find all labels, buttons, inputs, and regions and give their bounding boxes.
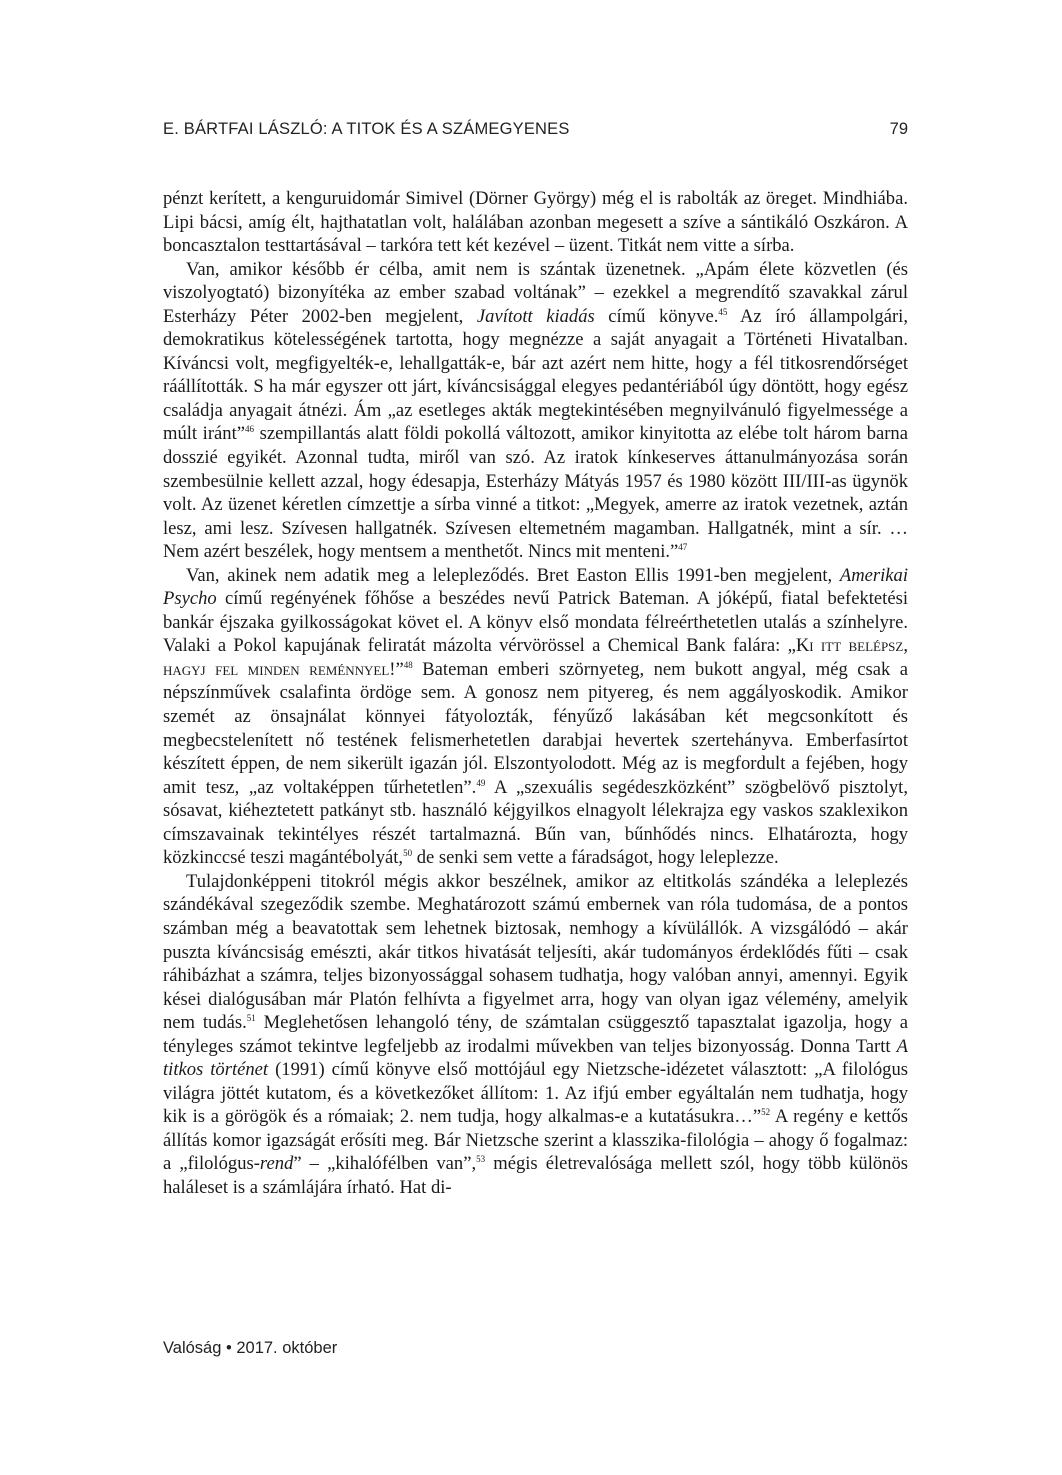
paragraph bbox=[163, 258, 908, 564]
article-body bbox=[163, 187, 908, 1200]
text-run: Van, amikor később ér célba, amit nem is szántak üzenetnek. „Apám élete közvetlen (és viszolyogtató) bizonyítéka az ember szabad voltának” – ezekkel a megrendítő szavakkal zárul Esterházy Péter 2002-ben megjelent, bbox=[163, 258, 908, 327]
page-number: 79 bbox=[889, 120, 908, 138]
italic-title: Amerikai Psycho bbox=[163, 564, 908, 610]
text-run: Van, akinek nem adatik meg a lelepleződés. Bret Easton Ellis 1991-ben megjelent, bbox=[186, 564, 840, 586]
paragraph bbox=[163, 870, 908, 1200]
italic-title: Javított kiadás bbox=[476, 305, 595, 327]
footer-publication: Valóság • 2017. október bbox=[163, 1339, 338, 1357]
paragraph bbox=[163, 187, 908, 258]
text-run: ” – „kihalófélben van”, bbox=[293, 1153, 477, 1175]
text-run: ” bbox=[395, 658, 404, 680]
text-run: (1991) című könyve első mottójául egy Nietzsche-idézetet választott: „A filológus világra jöttét kutatom, és a következőket állítom: 1. Az ifjú ember egyáltalán nem tudhatja, hogy kik is a görögök és a rómaiak; 2. nem tudja, hogy alkalmas-e a kutatásukra…” bbox=[163, 1059, 909, 1128]
text-run: című regényének főhőse a beszédes nevű Patrick Bateman. A jóképű, fiatal befektetési bankár éjszaka gyilkosságokat követ el. A könyv első mondata félreérthetetlen utalás a színhelyre. Valaki a Pokol kapujának feliratát mázolta vérvörössel a Chemical Bank falára: „ bbox=[163, 588, 908, 657]
running-title: E. BÁRTFAI LÁSZLÓ: A TITOK ÉS A SZÁMEGYENES bbox=[163, 120, 570, 138]
text-run: pénzt kerített, a kenguruidomár Simivel (Dörner György) még el is rabolták az öreget. Mindhiába. Lipi bácsi, amíg élt, hajthatatlan volt, halálában azonban megesett a szíve a sántikáló Oszkáron. A boncasztalon testtartásával – tarkóra tett két kezével – üzent. Titkát nem vitte a sírba. bbox=[163, 188, 908, 257]
paragraph bbox=[163, 564, 908, 870]
text-run: Tulajdonképpeni titokról mégis akkor beszélnek, amikor az eltitkolás szándéka a leleplezés szándékával szegeződik szembe. Meghatározott számú embernek van róla tudomása, de a pontos számban még a beavatottak sem lehetnek biztosak, nemhogy a kívülállók. A vizsgálódó – akár puszta kíváncsiság emészti, akár titkos hivatását teljesíti, akár tudományos érdeklődés fűti – csak ráhibázhat a számra, teljes bizonyossággal sohasem tudhatja, hogy valóban annyi, amennyi. Egyik kései dialógusában már Platón felhívta a figyelmet arra, hogy van olyan igaz vélemény, amelyik nem tudás. bbox=[163, 870, 908, 1034]
footnote-ref: 47 bbox=[678, 542, 688, 553]
text-run: szempillantás alatt földi pokollá változott, amikor kinyitotta az elébe tolt három barna dosszié egyikét. Azonnal tudta, miről van szó. Az iratok kínkeserves áttanulmányozása során szembesülnie kellett azzal, hogy édesapja, Esterházy Mátyás 1957 és 1980 között III/III-as ügynök volt. Az üzenet kéretlen címzettje a sírba vinné a titkot: „Megyek, amerre az iratok vezetnek, aztán lesz, ami lesz. Szívesen hallgatnék. Szívesen eltemetném magamban. Hallgatnék, mint a sír. … Nem azért beszélek, hogy mentsem a menthetőt. Nincs mit menteni.” bbox=[163, 423, 908, 563]
footnote-ref: 50 bbox=[403, 848, 413, 859]
running-header bbox=[163, 120, 908, 144]
italic-title: rend bbox=[259, 1153, 294, 1175]
text-run: A „szexuális segédeszközként” szögbelövő pisztolyt, sósavat, kiéheztetett patkányt stb. használó kéjgyilkos elnagyolt lélekrajza egy vaskos szaklexikon címszavainak tekintélyes részét tartalmazná. Bűn van, bűnhődés nincs. Elhatározta, hogy közkinccsé teszi magántébolyát, bbox=[163, 776, 908, 869]
italic-title: A titkos történet bbox=[163, 1035, 908, 1081]
text-run: Bateman emberi szörnyeteg, nem bukott angyal, még csak a népszínművek csalafinta ördöge sem. A gonosz nem pityereg, és nem aggályoskodik. Amikor szemét az önsajnálat könnyei fátyolozták, fényűző lakásában két megcsonkított és megbecstelenített nő testének felismerhetetlen darabjai hevertek szertehányva. Emberfasírtot készített éppen, de nem sikerült igazán jól. Elszontyolodott. Még az is megfordult a fejében, hogy amit tesz, „az voltaképpen tűrhetetlen”. bbox=[163, 658, 908, 798]
text-run: Meglehetősen lehangoló tény, de számtalan csüggesztő tapasztalat igazolja, hogy a tényleges számot tekintve legfeljebb az irodalmi művekben van teljes bizonyosság. Donna Tartt bbox=[163, 1012, 908, 1057]
small-caps-quote: Ki itt belépsz, hagyj fel minden reménnyel! bbox=[163, 635, 908, 680]
text-run: de senki sem vette a fáradságot, hogy leleplezze. bbox=[412, 847, 779, 869]
text-run: A regény e kettős állítás komor igazságát erősíti meg. Bár Nietzsche szerint a klasszika-filológia – ahogy ő fogalmaz: a „filológus- bbox=[163, 1106, 908, 1175]
footnote-ref: 52 bbox=[761, 1107, 771, 1118]
footnote-ref: 46 bbox=[245, 424, 254, 435]
footnote-ref: 53 bbox=[476, 1154, 486, 1165]
footnote-ref: 51 bbox=[246, 1012, 256, 1023]
footnote-ref: 48 bbox=[403, 659, 413, 670]
text-run: mégis életrevalósága mellett szól, hogy több különös haláleset is a számlájára írható. Hat di- bbox=[163, 1153, 908, 1198]
text-run: című könyve. bbox=[594, 305, 719, 327]
text-run: Az író állampolgári, demokratikus kötelességének tartotta, hogy megnézze a saját anyagait a Történeti Hivatalban. Kíváncsi volt, megfigyelték-e, lehallgatták-e, bár azt azért nem hitte, hogy a fél titkosrendőrséget ráállították. S ha már egyszer ott járt, kíváncsisággal elegyes pedantériából úgy döntött, hogy egész családja anyagait átnézi. Ám „az esetleges akták megtekintésében megnyilvánuló figyelmessége a múlt iránt” bbox=[163, 305, 908, 445]
footnote-ref: 49 bbox=[476, 777, 486, 788]
footnote-ref: 45 bbox=[718, 306, 728, 317]
